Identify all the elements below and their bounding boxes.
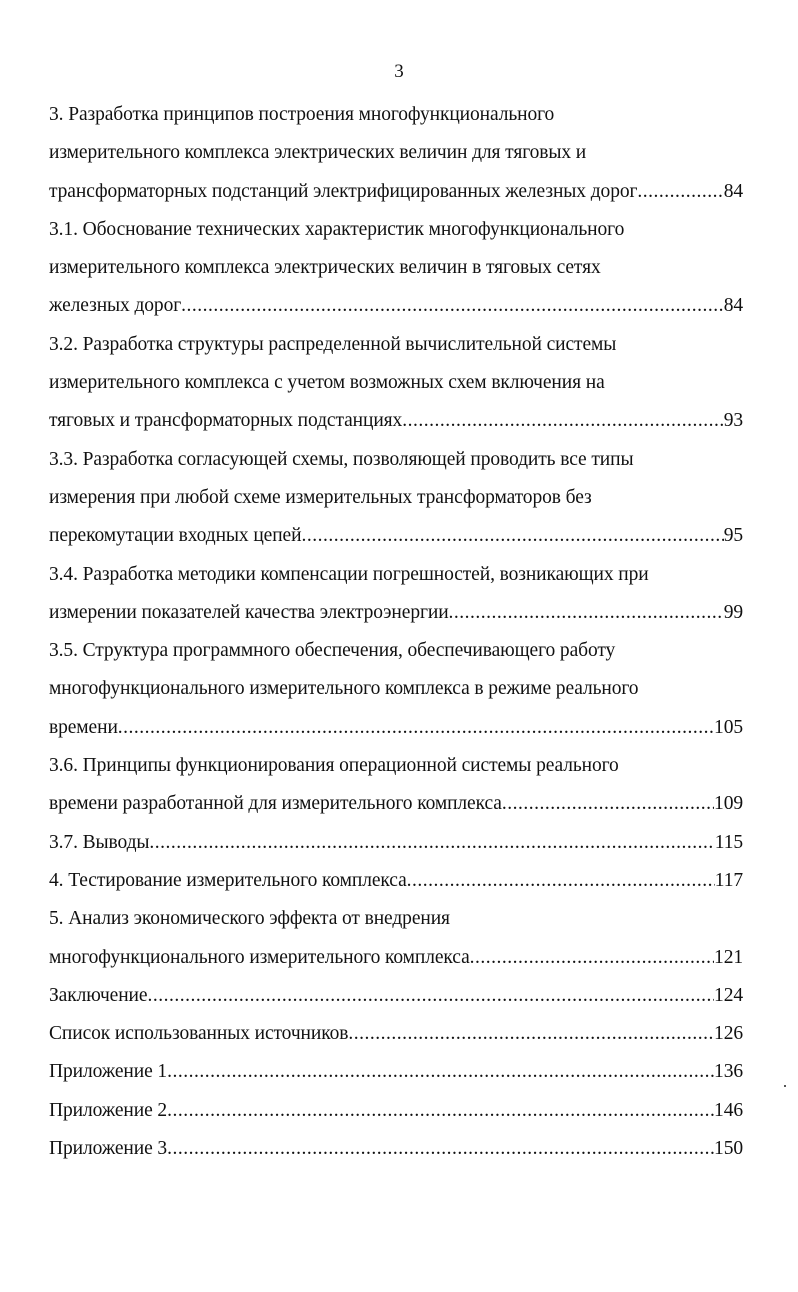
toc-entry-3-3[interactable] xyxy=(49,441,743,556)
dot-leader xyxy=(147,977,714,1015)
toc-entry-appendix-3[interactable] xyxy=(49,1130,743,1168)
toc-entry-text: трансформаторных подстанций электрифицированных железных дорог xyxy=(49,180,638,202)
toc-entry-3-4[interactable] xyxy=(49,556,743,633)
dot-leader xyxy=(181,287,724,325)
toc-page-number: 84 xyxy=(723,295,743,317)
toc-entry-3[interactable] xyxy=(49,96,743,211)
toc-entry-text: 3.4. Разработка методики компенсации погрешностей, возникающих при xyxy=(49,563,649,585)
dot-leader xyxy=(348,1015,714,1053)
toc-page-number: 146 xyxy=(714,1099,743,1121)
toc-page-number: 115 xyxy=(714,831,743,853)
toc-entry-3-7[interactable] xyxy=(49,824,743,862)
toc-entry-conclusion[interactable] xyxy=(49,977,743,1015)
dot-leader xyxy=(402,402,723,440)
toc-entry-appendix-1[interactable] xyxy=(49,1053,743,1091)
toc-entry-text: Заключение xyxy=(49,984,148,1006)
toc-page-number: 99 xyxy=(723,601,743,623)
toc-entry-text: 5. Анализ экономического эффекта от внедрения xyxy=(49,908,450,930)
toc-entry-text: Приложение 3 xyxy=(49,1138,168,1160)
toc-entry-appendix-2[interactable] xyxy=(49,1092,743,1130)
toc-page-number: 121 xyxy=(714,946,743,968)
toc-page-number: 117 xyxy=(714,869,743,891)
toc-entry-3-6[interactable] xyxy=(49,747,743,824)
toc-entry-references[interactable] xyxy=(49,1015,743,1053)
toc-entry-text: измерительного комплекса электрических величин в тяговых сетях xyxy=(49,257,601,279)
toc-entry-text: Список использованных источников xyxy=(49,1023,349,1045)
toc-page-number: 136 xyxy=(714,1061,743,1083)
page-number: 3 xyxy=(394,61,404,82)
toc-entry-text: времени xyxy=(49,716,118,738)
toc-entry-text: 3.1. Обоснование технических характеристик многофункционального xyxy=(49,218,625,240)
toc-entry-5[interactable] xyxy=(49,900,743,977)
table-of-contents xyxy=(49,96,743,1168)
dot-leader xyxy=(167,1092,714,1130)
toc-entry-text: 3.6. Принципы функционирования операционной системы реального xyxy=(49,755,619,777)
toc-entry-text: измерения при любой схеме измерительных трансформаторов без xyxy=(49,486,592,508)
toc-entry-text: железных дорог xyxy=(49,295,182,317)
toc-page-number: 105 xyxy=(714,716,743,738)
toc-entry-text: 3.7. Выводы xyxy=(49,831,150,853)
dot-leader xyxy=(502,785,714,823)
dot-leader xyxy=(449,594,724,632)
toc-entry-text: многофункционального измерительного комплекса xyxy=(49,946,470,968)
toc-entry-text: 4. Тестирование измерительного комплекса xyxy=(49,869,407,891)
toc-entry-text: 3.2. Разработка структуры распределенной вычислительной системы xyxy=(49,333,617,355)
toc-entry-text: 3. Разработка принципов построения многофункционального xyxy=(49,104,555,125)
toc-entry-3-1[interactable] xyxy=(49,211,743,326)
toc-entry-text: Приложение 2 xyxy=(49,1099,168,1121)
toc-entry-text: перекомутации входных цепей xyxy=(49,525,302,547)
scan-speck xyxy=(784,1085,786,1087)
toc-entry-text: измерительного комплекса электрических величин для тяговых и xyxy=(49,142,587,164)
dot-leader xyxy=(167,1130,714,1168)
toc-page-number: 109 xyxy=(714,793,743,815)
toc-entry-text: измерительного комплекса с учетом возможных схем включения на xyxy=(49,372,605,394)
toc-page-number: 93 xyxy=(723,410,743,432)
toc-entry-3-5[interactable] xyxy=(49,632,743,747)
toc-page-number: 126 xyxy=(714,1023,743,1045)
dot-leader xyxy=(301,517,723,555)
dot-leader xyxy=(637,173,723,211)
toc-entry-text: измерении показателей качества электроэнергии xyxy=(49,601,449,623)
toc-page-number: 124 xyxy=(714,984,743,1006)
toc-entry-text: 3.5. Структура программного обеспечения, обеспечивающего работу xyxy=(49,640,616,662)
toc-page-number: 84 xyxy=(723,180,743,202)
toc-entry-text: Приложение 1 xyxy=(49,1061,168,1083)
dot-leader xyxy=(167,1053,714,1091)
toc-entry-text: многофункционального измерительного комплекса в режиме реального xyxy=(49,678,639,700)
toc-entry-text: 3.3. Разработка согласующей схемы, позволяющей проводить все типы xyxy=(49,448,634,470)
toc-page-number: 95 xyxy=(723,525,743,547)
toc-page-number: 150 xyxy=(714,1138,743,1160)
toc-entry-4[interactable] xyxy=(49,862,743,900)
dot-leader xyxy=(470,939,714,977)
dot-leader xyxy=(118,709,714,747)
toc-entry-text: тяговых и трансформаторных подстанциях xyxy=(49,410,403,432)
toc-entry-text: времени разработанной для измерительного комплекса xyxy=(49,793,502,815)
dot-leader xyxy=(149,824,714,862)
toc-entry-3-2[interactable] xyxy=(49,326,743,441)
dot-leader xyxy=(407,862,715,900)
